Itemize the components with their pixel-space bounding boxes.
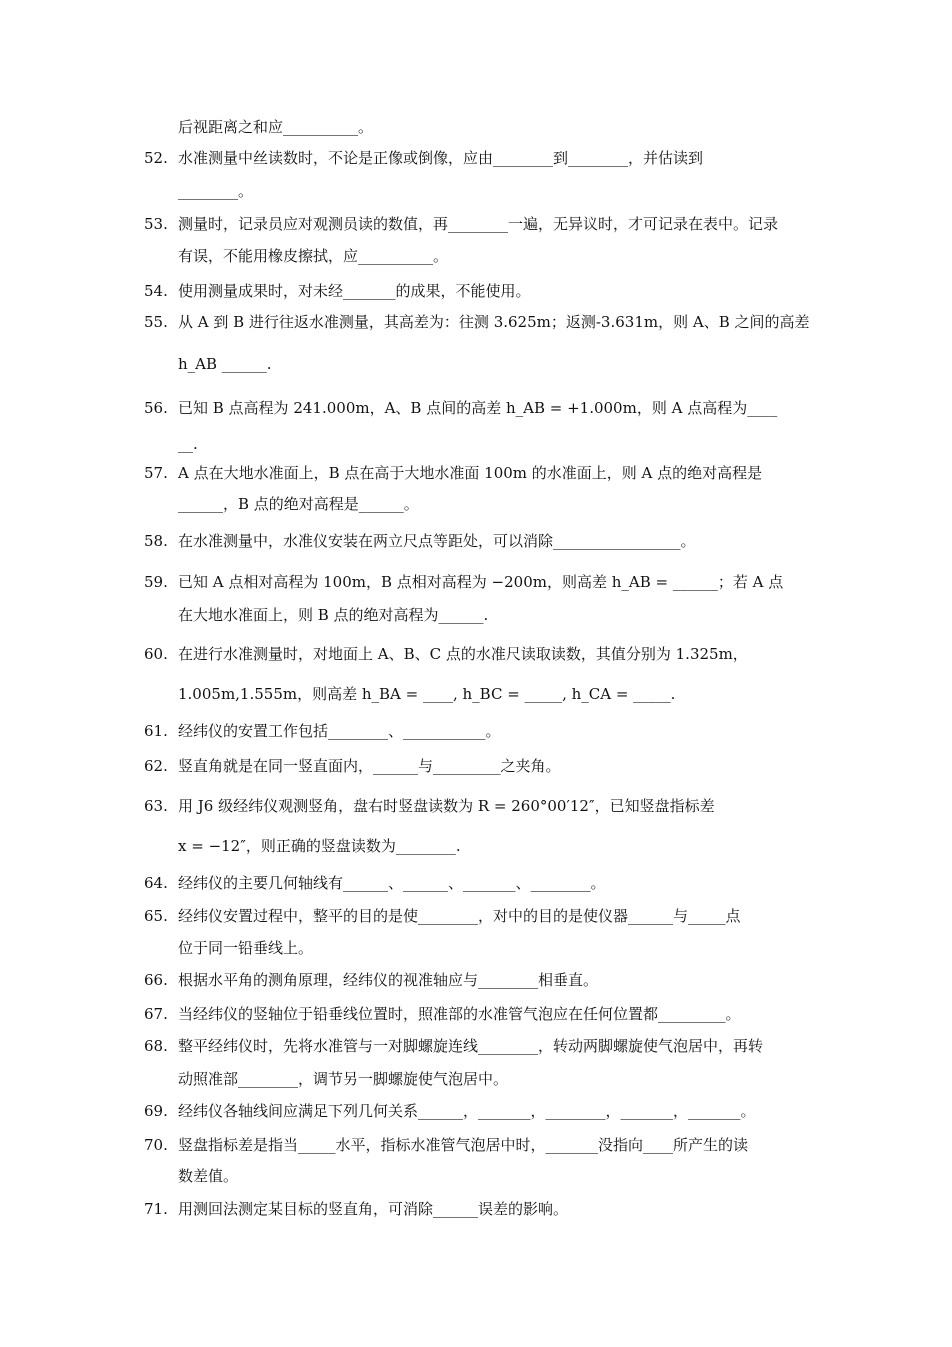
question-text: 在水准测量中，水准仪安装在两立尺点等距处，可以消除_________________。 xyxy=(178,532,696,550)
question-continuation: x = −12″，则正确的竖盘读数为________. xyxy=(178,837,461,855)
question-continuation: ______，B 点的绝对高程是______。 xyxy=(178,495,419,513)
question-number: 56. xyxy=(144,399,168,417)
question-text: 经纬仪各轴线间应满足下列几何关系______，_______，________，_______，_______。 xyxy=(178,1102,756,1120)
question-number: 69. xyxy=(144,1102,168,1120)
question-number: 64. xyxy=(144,874,168,892)
question-text: 经纬仪安置过程中，整平的目的是使________，对中的目的是使仪器______与_____点 xyxy=(178,907,741,925)
question-continuation: 有误，不能用橡皮擦拭，应__________。 xyxy=(178,247,449,265)
question-number: 54. xyxy=(144,282,168,300)
question-number: 58. xyxy=(144,532,168,550)
question-text: 测量时，记录员应对观测员读的数值，再________一遍，无异议时，才可记录在表中。记录 xyxy=(178,215,779,233)
question-number: 70. xyxy=(144,1136,168,1154)
question-continuation: 后视距离之和应__________。 xyxy=(178,118,374,136)
question-continuation: 位于同一铅垂线上。 xyxy=(178,939,314,957)
question-number: 67. xyxy=(144,1005,168,1023)
question-continuation: 动照准部________，调节另一脚螺旋使气泡居中。 xyxy=(178,1070,509,1088)
question-continuation: h_AB ______. xyxy=(178,355,272,373)
question-text: A 点在大地水准面上，B 点在高于大地水准面 100m 的水准面上，则 A 点的绝对高程是 xyxy=(178,464,763,482)
question-text: 在进行水准测量时，对地面上 A、B、C 点的水准尺读取读数，其值分别为 1.325m， xyxy=(178,645,748,663)
question-text: 水准测量中丝读数时，不论是正像或倒像，应由________到________，并估读到 xyxy=(178,149,704,167)
question-number: 68. xyxy=(144,1037,168,1055)
question-text: 经纬仪的主要几何轴线有______、______、_______、________。 xyxy=(178,874,606,892)
question-number: 65. xyxy=(144,907,168,925)
question-continuation: 数差值。 xyxy=(178,1167,239,1185)
question-text: 使用测量成果时，对未经_______的成果，不能使用。 xyxy=(178,282,531,300)
question-continuation: 1.005m,1.555m，则高差 h_BA = ____, h_BC = _____, h_CA = _____. xyxy=(178,685,676,703)
question-text: 已知 A 点相对高程为 100m，B 点相对高程为 −200m，则高差 h_AB = ______；若 A 点 xyxy=(178,573,784,591)
question-number: 59. xyxy=(144,573,168,591)
question-number: 53. xyxy=(144,215,168,233)
question-text: 竖盘指标差是指当_____水平，指标水准管气泡居中时，_______没指向____所产生的读 xyxy=(178,1136,749,1154)
question-number: 66. xyxy=(144,971,168,989)
question-continuation: 在大地水准面上，则 B 点的绝对高程为______. xyxy=(178,606,489,624)
question-number: 61. xyxy=(144,722,168,740)
question-number: 55. xyxy=(144,313,168,331)
question-number: 60. xyxy=(144,645,168,663)
question-text: 从 A 到 B 进行往返水准测量，其高差为：往测 3.625m；返测-3.631m，则 A、B 之间的高差 xyxy=(178,313,810,331)
question-number: 57. xyxy=(144,464,168,482)
question-text: 整平经纬仪时，先将水准管与一对脚螺旋连线________，转动两脚螺旋使气泡居中，再转 xyxy=(178,1037,764,1055)
question-number: 52. xyxy=(144,149,168,167)
question-number: 71. xyxy=(144,1200,168,1218)
question-continuation: __. xyxy=(178,435,198,453)
question-continuation: ________。 xyxy=(178,182,254,200)
question-text: 根据水平角的测角原理，经纬仪的视准轴应与________相垂直。 xyxy=(178,971,599,989)
question-text: 当经纬仪的竖轴位于铅垂线位置时，照准部的水准管气泡应在任何位置都_________。 xyxy=(178,1005,741,1023)
question-text: 已知 B 点高程为 241.000m，A、B 点间的高差 h_AB = +1.000m，则 A 点高程为____ xyxy=(178,399,778,417)
question-number: 63. xyxy=(144,797,168,815)
question-text: 竖直角就是在同一竖直面内，______与_________之夹角。 xyxy=(178,757,561,775)
question-text: 用 J6 级经纬仪观测竖角，盘右时竖盘读数为 R = 260°00′12″，已知竖盘指标差 xyxy=(178,797,715,815)
question-text: 经纬仪的安置工作包括________、___________。 xyxy=(178,722,501,740)
question-number: 62. xyxy=(144,757,168,775)
question-text: 用测回法测定某目标的竖直角，可消除______误差的影响。 xyxy=(178,1200,569,1218)
